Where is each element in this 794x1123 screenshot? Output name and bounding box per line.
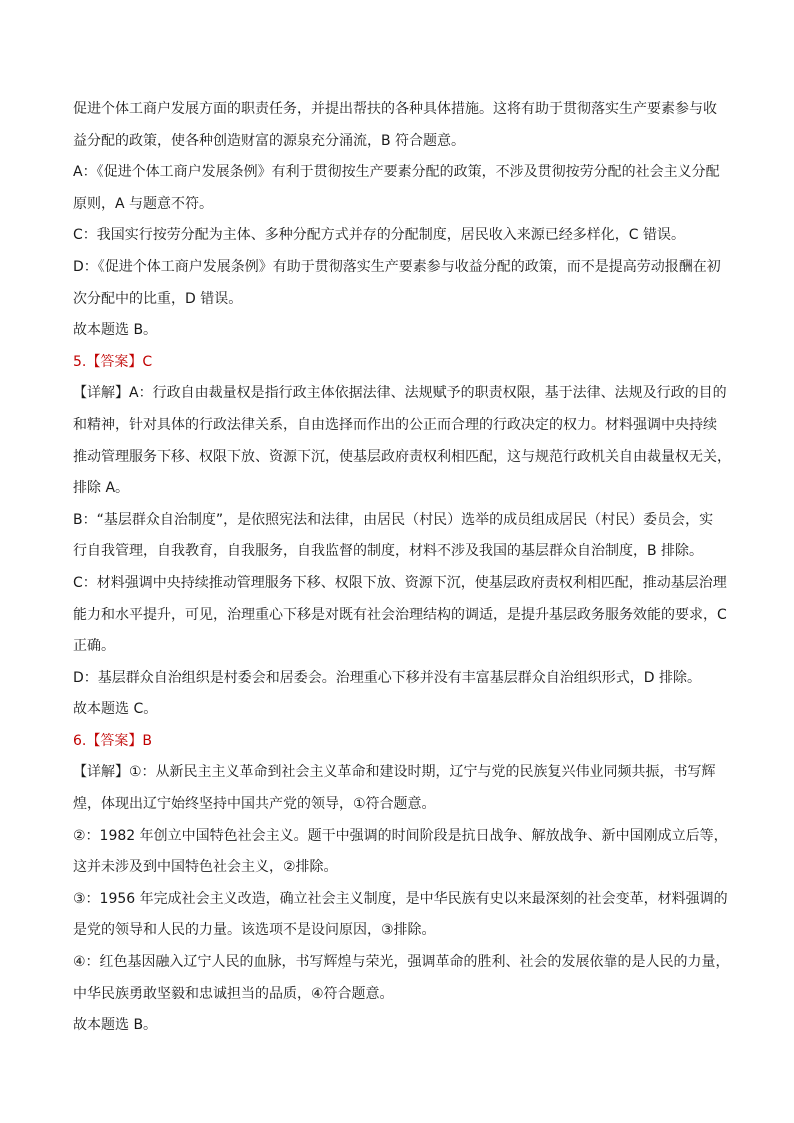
text-line: 中华民族勇敢坚毅和忠诚担当的品质，④符合题意。: [73, 985, 394, 1002]
text-line: 行自我管理，自我教育，自我服务，自我监督的制度，材料不涉及我国的基层群众自治制度，B 排除。: [73, 543, 704, 560]
answer-heading: 5.【答案】C: [73, 353, 153, 370]
text-line: 【详解】A：行政自由裁量权是指行政主体依据法律、法规赋予的职责权限，基于法律、法规及行政的目的: [73, 385, 727, 402]
text-line: 正确。: [73, 638, 115, 655]
text-line: 故本题选 C。: [73, 701, 158, 718]
document-body: [73, 98, 733, 1046]
text-line: 是党的领导和人民的力量。该选项不是设问原因，③排除。: [73, 922, 436, 939]
answer-heading: 6.【答案】B: [73, 732, 152, 749]
text-line: 故本题选 B。: [73, 322, 158, 339]
text-line: 这并未涉及到中国特色社会主义，②排除。: [73, 859, 338, 876]
text-line: 原则，A 与题意不符。: [73, 195, 214, 212]
text-line: C：我国实行按劳分配为主体、多种分配方式并存的分配制度，居民收入来源已经多样化，C 错误。: [73, 227, 685, 244]
text-line: A：《促进个体工商户发展条例》有利于贯彻按生产要素分配的政策，不涉及贯彻按劳分配的社会主义分配: [73, 164, 720, 181]
text-line: ④：红色基因融入辽宁人民的血脉，书写辉煌与荣光，强调革命的胜利、社会的发展依靠的是人民的力量，: [73, 954, 730, 971]
text-line: B：“基层群众自治制度”，是依照宪法和法律，由居民（村民）选举的成员组成居民（村民）委员会，实: [73, 511, 714, 528]
text-line: 排除 A。: [73, 480, 130, 497]
text-line: 能力和水平提升，可见，治理重心下移是对既有社会治理结构的调适，是提升基层政务服务效能的要求，C: [73, 606, 727, 623]
text-line: 【详解】①：从新民主主义革命到社会主义革命和建设时期，辽宁与党的民族复兴伟业同频共振，书写辉: [73, 764, 716, 781]
text-line: 煌，体现出辽宁始终坚持中国共产党的领导，①符合题意。: [73, 796, 436, 813]
text-line: 益分配的政策，使各种创造财富的源泉充分涌流，B 符合题意。: [73, 132, 466, 149]
text-line: 次分配中的比重，D 错误。: [73, 290, 243, 307]
text-line: 和精神，针对具体的行政法律关系，自由选择而作出的公正而合理的行政决定的权力。材料强调中央持续: [73, 416, 717, 433]
text-line: D：基层群众自治组织是村委会和居委会。治理重心下移并没有丰富基层群众自治组织形式，D 排除。: [73, 669, 702, 686]
text-line: ③：1956 年完成社会主义改造，确立社会主义制度，是中华民族有史以来最深刻的社会变革，材料强调的: [73, 890, 728, 907]
text-line: 促进个体工商户发展方面的职责任务，并提出帮扶的各种具体措施。这将有助于贯彻落实生产要素参与收: [73, 101, 717, 117]
text-line: 故本题选 B。: [73, 1017, 158, 1034]
text-line: D：《促进个体工商户发展条例》有助于贯彻落实生产要素参与收益分配的政策，而不是提高劳动报酬在初: [73, 258, 721, 275]
text-line: 推动管理服务下移、权限下放、资源下沉，使基层政府责权利相匹配，这与规范行政机关自由裁量权无关，: [73, 448, 731, 465]
text-line: ②：1982 年创立中国特色社会主义。题干中强调的时间阶段是抗日战争、解放战争、新中国刚成立后等，: [73, 827, 728, 844]
text-line: C：材料强调中央持续推动管理服务下移、权限下放、资源下沉，使基层政府责权利相匹配，推动基层治理: [73, 574, 727, 591]
